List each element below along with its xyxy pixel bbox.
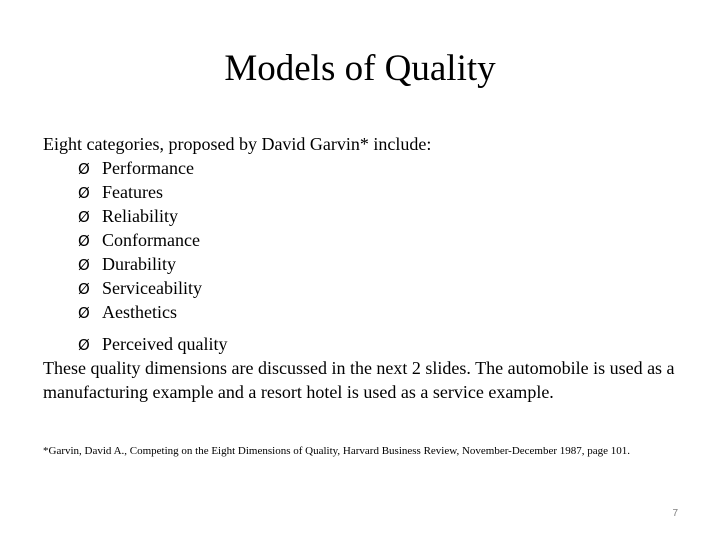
list-item-conformance [78,228,227,252]
arrowhead-bullet-icon: Ø [78,256,90,274]
list-item-label: Features [102,182,163,202]
list-item-label: Serviceability [102,278,202,298]
intro-text: Eight categories, proposed by David Garvin* include: [43,134,432,154]
arrowhead-bullet-icon: Ø [78,184,90,202]
arrowhead-bullet-icon: Ø [78,304,90,322]
list-item-label: Performance [102,158,194,178]
list-item-label: Perceived quality [102,334,228,354]
list-item-perceived-quality [78,332,227,356]
list-item-label: Aesthetics [102,302,177,322]
slide-title: Models of Quality [224,48,496,89]
arrowhead-bullet-icon: Ø [78,160,90,178]
list-item-label: Reliability [102,206,178,226]
page-number: 7 [672,508,678,519]
list-item-durability [78,252,227,276]
list-item-features [78,180,227,204]
list-item-performance [78,156,227,180]
arrowhead-bullet-icon: Ø [78,232,90,250]
arrowhead-bullet-icon: Ø [78,280,90,298]
quality-dimensions-list [78,156,227,356]
list-item-aesthetics [78,300,227,324]
list-item-label: Conformance [102,230,200,250]
list-item-reliability [78,204,227,228]
arrowhead-bullet-icon: Ø [78,336,90,354]
list-item-serviceability [78,276,227,300]
arrowhead-bullet-icon: Ø [78,208,90,226]
body-paragraph: These quality dimensions are discussed in the next 2 slides. The automobile is used as a manufacturing example and a resort hotel is used as a service example. [43,358,675,402]
footnote: *Garvin, David A., Competing on the Eight Dimensions of Quality, Harvard Business Review, November-December 1987, page 101. [43,445,631,457]
list-item-label: Durability [102,254,176,274]
